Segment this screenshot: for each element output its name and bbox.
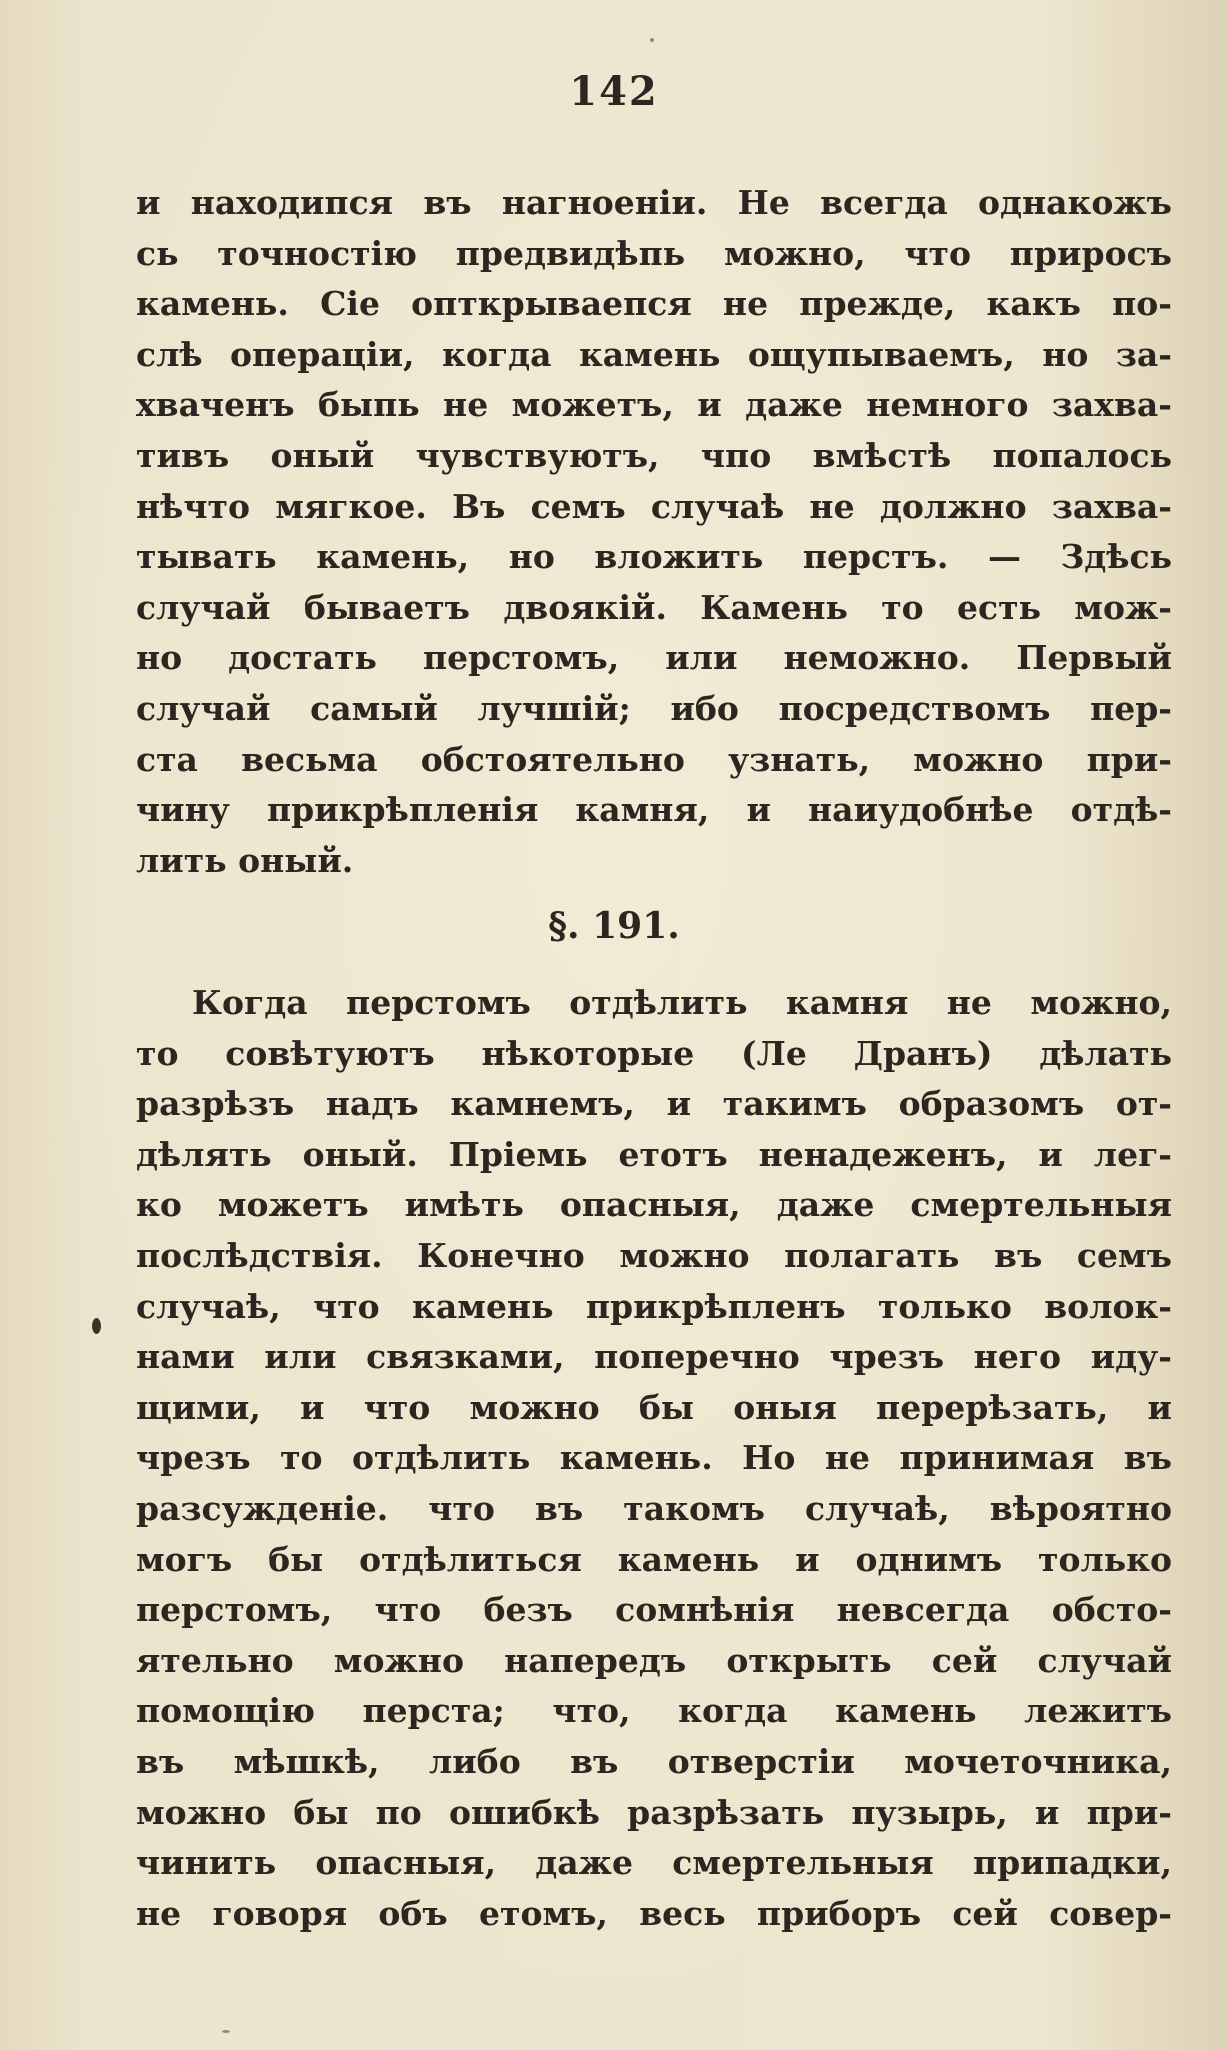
- text-line: разсужденіе. что въ такомъ случаѣ, вѣроятно: [136, 1488, 1172, 1528]
- text-line: послѣдствія. Конечно можно полагать въ семъ: [136, 1235, 1172, 1275]
- text-line: ко можетъ имѣть опасныя, даже смертельныя: [136, 1185, 1172, 1225]
- text-line: нѣчто мягкое. Въ семъ случаѣ не должно захва-: [136, 486, 1172, 526]
- text-line: помощію перста; что, когда камень лежитъ: [136, 1691, 1172, 1731]
- section-heading: §. 191.: [548, 905, 680, 947]
- text-line: нами или связками, поперечно чрезъ него иду-: [136, 1337, 1172, 1377]
- text-line: камень. Сіе опткрываепся не прежде, какъ по-: [136, 284, 1172, 324]
- text-line: можно бы по ошибкѣ разрѣзать пузырь, и при-: [136, 1792, 1172, 1832]
- ink-speck: [92, 1318, 101, 1334]
- text-line: чину прикрѣпленія камня, и наиудобнѣе отдѣ-: [136, 790, 1172, 830]
- text-line: тывать камень, но вложить перстъ. — Здѣсь: [136, 537, 1172, 577]
- text-line: тивъ оный чувствуютъ, чпо вмѣстѣ попалось: [136, 435, 1172, 475]
- text-line: чинить опасныя, даже смертельныя припадки,: [136, 1843, 1172, 1883]
- text-line: ста весьма обстоятельно узнать, можно при-: [136, 739, 1172, 779]
- text-line: въ мѣшкѣ, либо въ отверстіи мочеточника,: [136, 1741, 1172, 1781]
- text-line: дѣлять оный. Пріемь етотъ ненадеженъ, и лег-: [136, 1134, 1172, 1174]
- text-line: сь точностію предвидѣпь можно, что приросъ: [136, 233, 1172, 273]
- text-line: случаѣ, что камень прикрѣпленъ только волок-: [136, 1286, 1172, 1326]
- text-line: но достать перстомъ, или неможно. Первый: [136, 638, 1172, 678]
- text-line: могъ бы отдѣлиться камень и однимъ только: [136, 1539, 1172, 1579]
- text-line: не говоря объ етомъ, весь приборъ сей совер-: [136, 1893, 1172, 1933]
- paragraph-1: [136, 178, 1172, 886]
- text-line: ятельно можно напередъ открыть сей случай: [136, 1640, 1172, 1680]
- text-line: хваченъ быпь не можетъ, и даже немного захва-: [136, 385, 1172, 425]
- text-line: случай самый лучшій; ибо посредствомъ пер-: [136, 688, 1172, 728]
- ink-speck: [650, 38, 654, 42]
- text-line: разрѣзъ надъ камнемъ, и такимъ образомъ от-: [136, 1084, 1172, 1124]
- text-line: случай бываетъ двоякій. Камень то есть мож-: [136, 587, 1172, 627]
- text-line: Когда перстомъ отдѣлить камня не можно,: [192, 983, 1172, 1022]
- text-line: и находипся въ нагноеніи. Не всегда однакожъ: [136, 183, 1172, 222]
- text-line: перстомъ, что безъ сомнѣнія невсегда обсто-: [136, 1590, 1172, 1630]
- text-line: чрезъ то отдѣлить камень. Но не принимая въ: [136, 1438, 1172, 1478]
- page-number: 142: [569, 68, 659, 115]
- text-line: щими, и что можно бы оныя перерѣзать, и: [136, 1387, 1172, 1427]
- text-line: лить оный.: [136, 840, 354, 880]
- ink-speck: [222, 2030, 230, 2033]
- text-line: то совѣтуютъ нѣкоторые (Ле Дранъ) дѣлать: [136, 1033, 1172, 1073]
- text-line: слѣ операціи, когда камень ощупываемъ, но за-: [136, 334, 1172, 374]
- paragraph-2: [136, 978, 1172, 1939]
